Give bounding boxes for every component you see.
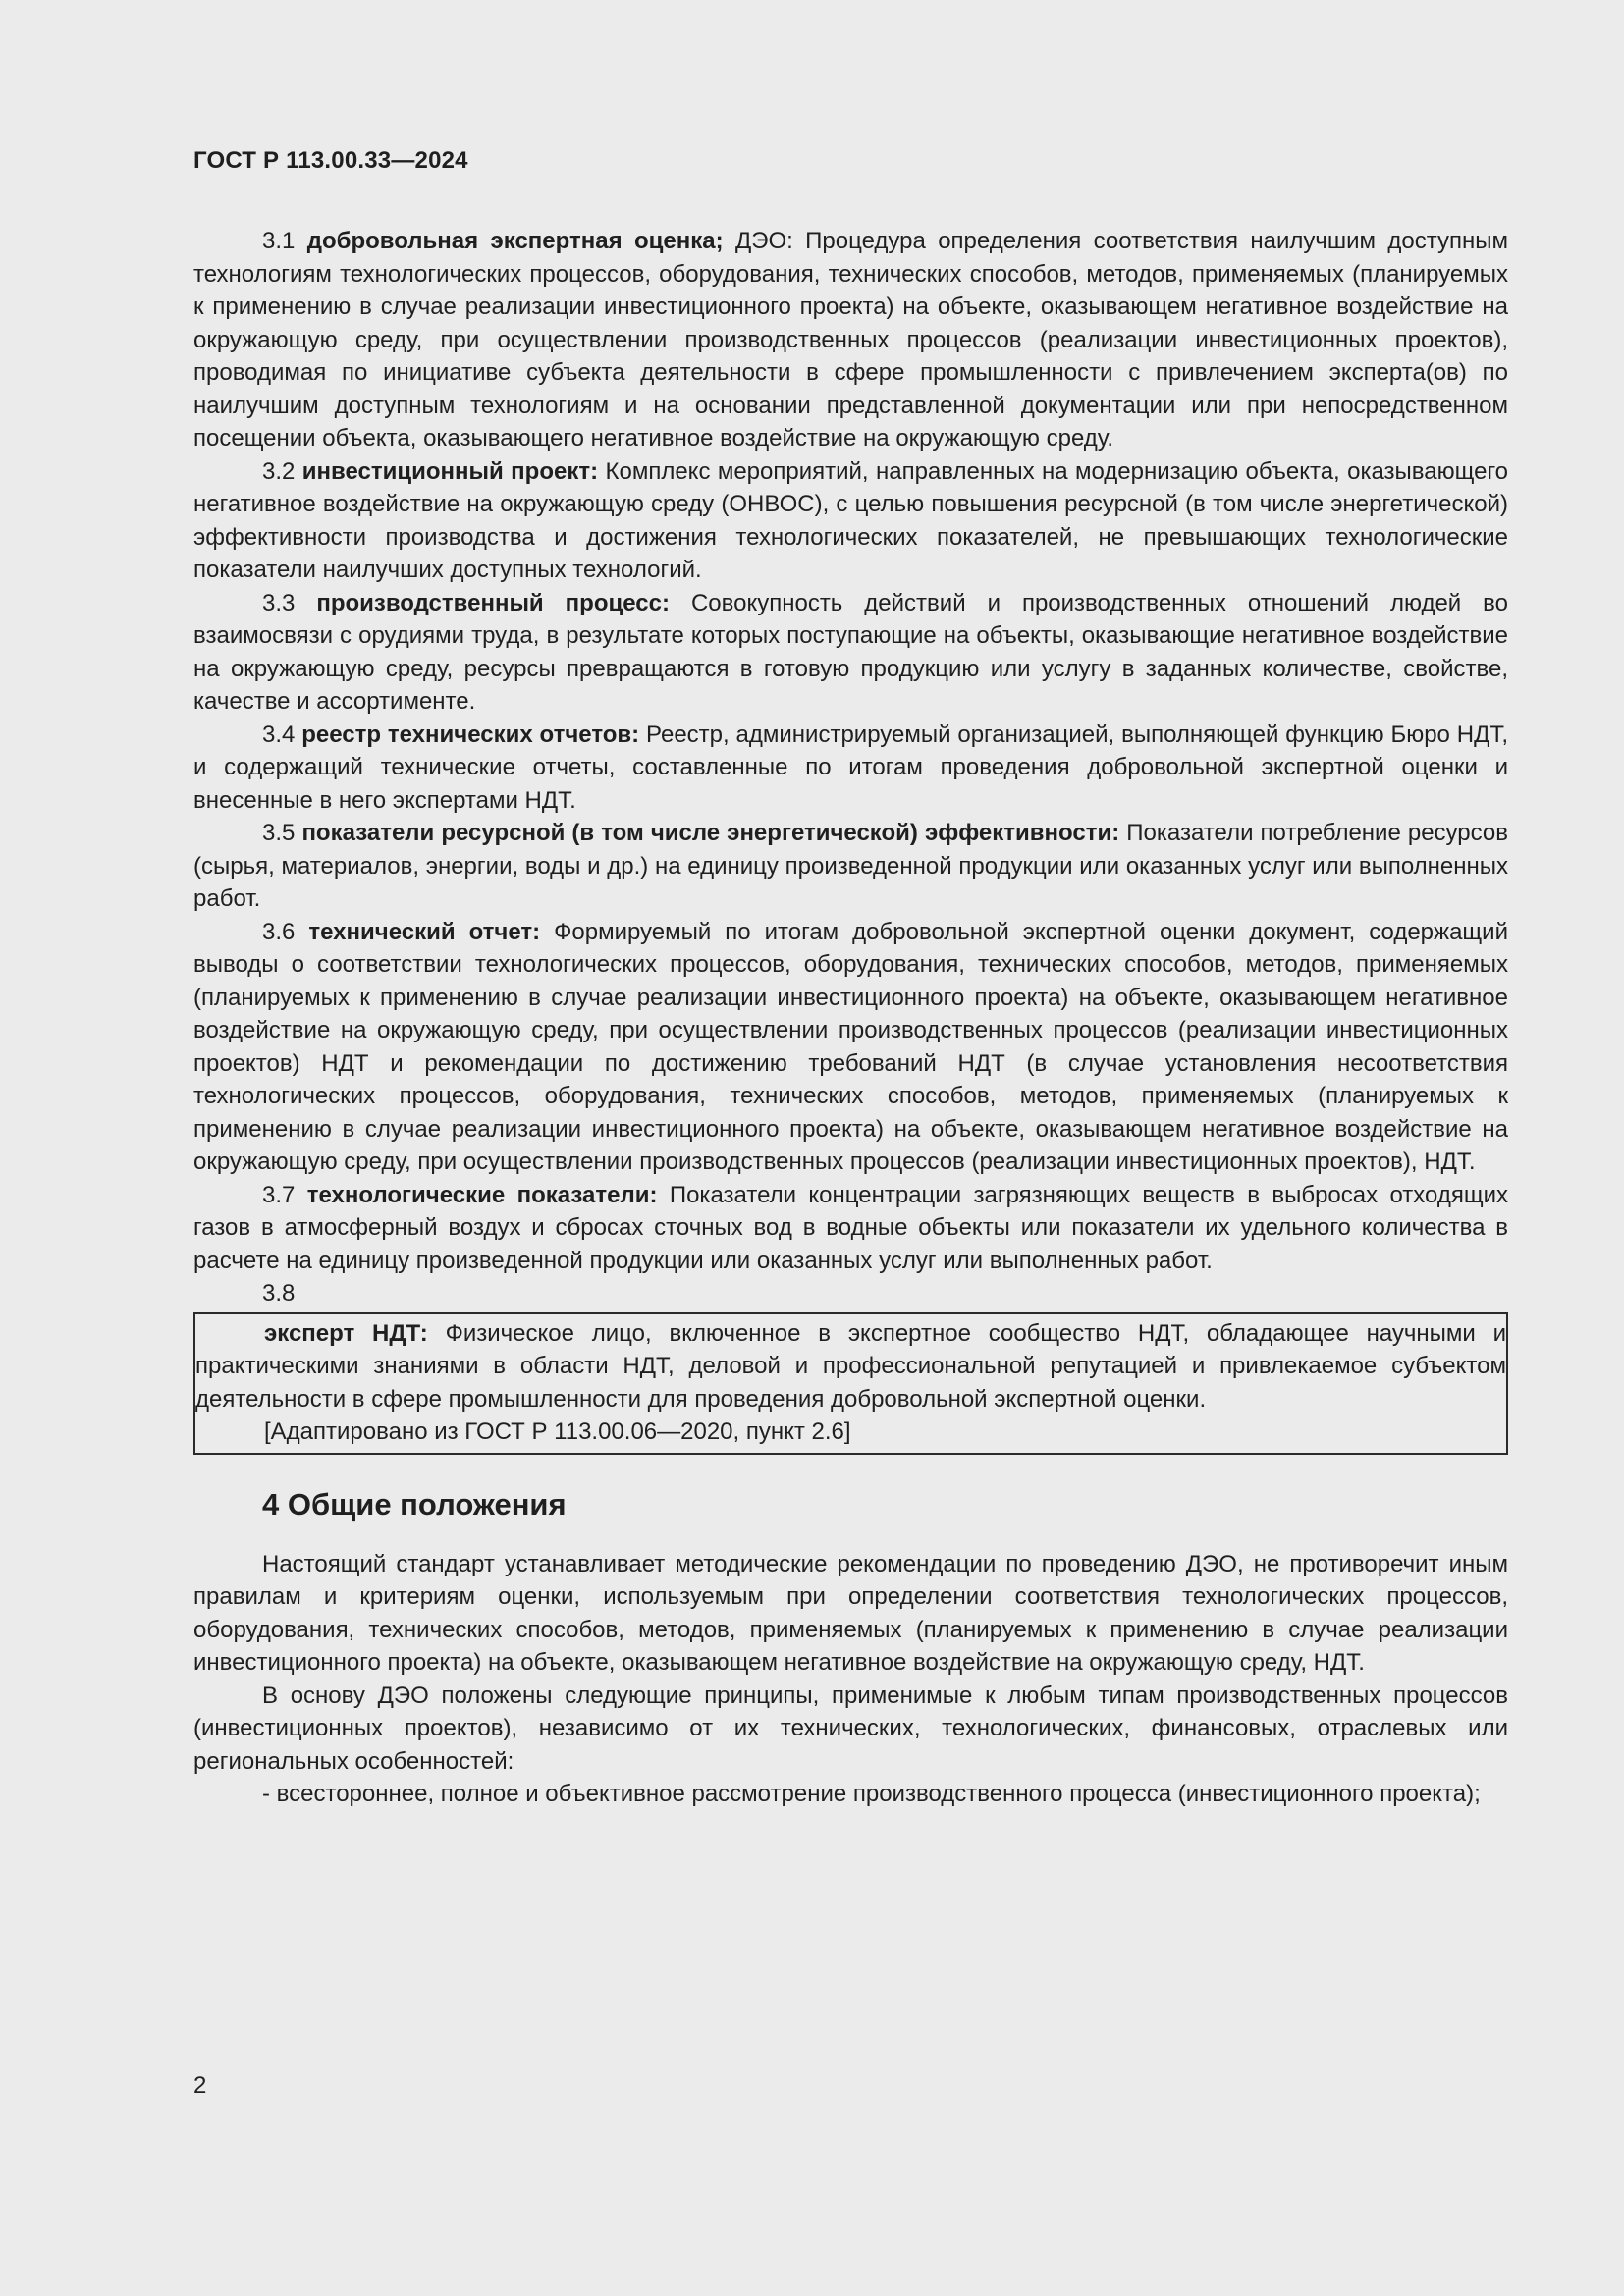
definition-3-4 bbox=[193, 719, 1508, 818]
definition-3-8-number: 3.8 bbox=[262, 1280, 296, 1307]
definition-3-1 bbox=[193, 225, 1508, 455]
definition-number: 3.7 bbox=[262, 1181, 296, 1208]
definition-3-6 bbox=[193, 916, 1508, 1179]
definition-3-7 bbox=[193, 1179, 1508, 1278]
section-list-item: - всестороннее, полное и объективное рассмотрение производственного процесса (инвестиционного проекта); bbox=[262, 1781, 1481, 1807]
definition-text: Реестр, администрируемый организацией, выполняющей функцию Бюро НДТ, и содержащий технические отчеты, составленные по итогам проведения добровольной экспертной оценки и внесенные в него экспертами НДТ. bbox=[193, 721, 1508, 814]
definition-term: добровольная экспертная оценка; bbox=[306, 228, 724, 254]
definition-text: Формируемый по итогам добровольной экспертной оценки документ, содержащий выводы о соответствии технологических процессов, оборудования, технических способов, методов, применяемых (планируемых к применению в случае реализации инвестиционного проекта) на объекте, оказывающем негативное воздействие на окружающую среду, при осуществлении производственных процессов (реализации инвестиционных проектов) НДТ и рекомендации по достижению требований НДТ (в случае установления несоответствия технологических процессов, оборудования, технических способов, методов, применяемых (планируемых к применению в случае реализации инвестиционного проекта) на объекте, оказывающем негативное воздействие на окружающую среду, при осуществлении производственных процессов (реализации инвестиционных проектов), НДТ. bbox=[193, 918, 1508, 1175]
definition-number: 3.3 bbox=[262, 589, 296, 616]
definition-term: показатели ресурсной (в том числе энергетической) эффективности: bbox=[301, 820, 1120, 846]
boxed-definition bbox=[193, 1312, 1508, 1455]
definition-term: технологические показатели: bbox=[306, 1181, 658, 1208]
section-title: 4 Общие положения bbox=[262, 1486, 567, 1522]
document-header: ГОСТ Р 113.00.33—2024 bbox=[193, 147, 468, 174]
definition-3-2 bbox=[193, 455, 1508, 587]
definition-term: технический отчет: bbox=[308, 918, 541, 945]
definition-number: 3.2 bbox=[262, 457, 296, 485]
definition-source: [Адаптировано из ГОСТ Р 113.00.06—2020, пункт 2.6] bbox=[264, 1418, 851, 1445]
definition-term: инвестиционный проект: bbox=[301, 457, 599, 485]
definition-number: 3.1 bbox=[262, 228, 296, 254]
definition-text: Показатели концентрации загрязняющих веществ в выбросах отходящих газов в атмосферный воздух и сбросах сточных вод в водные объекты или показатели их удельного количества в расчете на единицу произведенной продукции или оказанных услуг или выполненных работ. bbox=[193, 1181, 1508, 1274]
definition-term: эксперт НДТ: bbox=[264, 1319, 428, 1347]
definition-text: Физическое лицо, включенное в экспертное сообщество НДТ, обладающее научными и практическими знаниями в области НДТ, деловой и профессиональной репутацией и привлекаемое субъектом деятельности в сфере промышленности для проведения добровольной экспертной оценки. bbox=[195, 1319, 1507, 1413]
section-paragraph: Настоящий стандарт устанавливает методические рекомендации по проведению ДЭО, не противоречит иным правилам и критериям оценки, используемым при определении соответствия технологических процессов, оборудования, технических способов, методов, применяемых (планируемых к применению в случае реализации инвестиционного проекта) на объекте, оказывающем негативное воздействие на окружающую среду, НДТ. bbox=[193, 1550, 1508, 1676]
definition-term: производственный процесс: bbox=[316, 589, 670, 616]
definition-number: 3.4 bbox=[262, 721, 296, 748]
definition-3-3 bbox=[193, 587, 1508, 719]
definition-text: Комплекс мероприятий, направленных на модернизацию объекта, оказывающего негативное воздействие на окружающую среду (ОНВОС), с целью повышения ресурсной (в том числе энергетической) эффективности производства и достижения технологических показателей, не превышающих технологические показатели наилучших доступных технологий. bbox=[193, 457, 1509, 583]
definition-3-5 bbox=[193, 817, 1508, 916]
document-body bbox=[193, 225, 1508, 1811]
definition-term: реестр технических отчетов: bbox=[301, 721, 640, 748]
definition-number: 3.5 bbox=[262, 820, 296, 846]
definition-text: ДЭО: Процедура определения соответствия наилучшим доступным технологиям технологических процессов, оборудования, технических способов, методов, применяемых (планируемых к применению в случае реализации инвестиционного проекта) на объекте, оказывающем негативное воздействие на окружающую среду, при осуществлении производственных процессов (реализации инвестиционных проектов), проводимая по инициативе субъекта деятельности в сфере промышленности с привлечением эксперта(ов) по наилучшим доступным технологиям и на основании представленной документации или при непосредственном посещении объекта, оказывающего негативное воздействие на окружающую среду. bbox=[193, 228, 1509, 452]
section-paragraph: В основу ДЭО положены следующие принципы, применимые к любым типам производственных процессов (инвестиционных проектов), независимо от их технических, технологических, финансовых, отраслевых или региональных особенностей: bbox=[193, 1682, 1508, 1775]
definition-number: 3.6 bbox=[262, 918, 296, 945]
definition-text: Совокупность действий и производственных отношений людей во взаимосвязи с орудиями труда, в результате которых поступающие на объекты, оказывающие негативное воздействие на окружающую среду, ресурсы превращаются в готовую продукцию или услугу в заданных количестве, свойстве, качестве и ассортименте. bbox=[193, 589, 1508, 715]
page-number: 2 bbox=[193, 2072, 207, 2099]
definition-text: Показатели потребление ресурсов (сырья, материалов, энергии, воды и др.) на единицу произведенной продукции или оказанных услуг или выполненных работ. bbox=[193, 820, 1508, 912]
boxed-definition-body bbox=[195, 1317, 1506, 1416]
